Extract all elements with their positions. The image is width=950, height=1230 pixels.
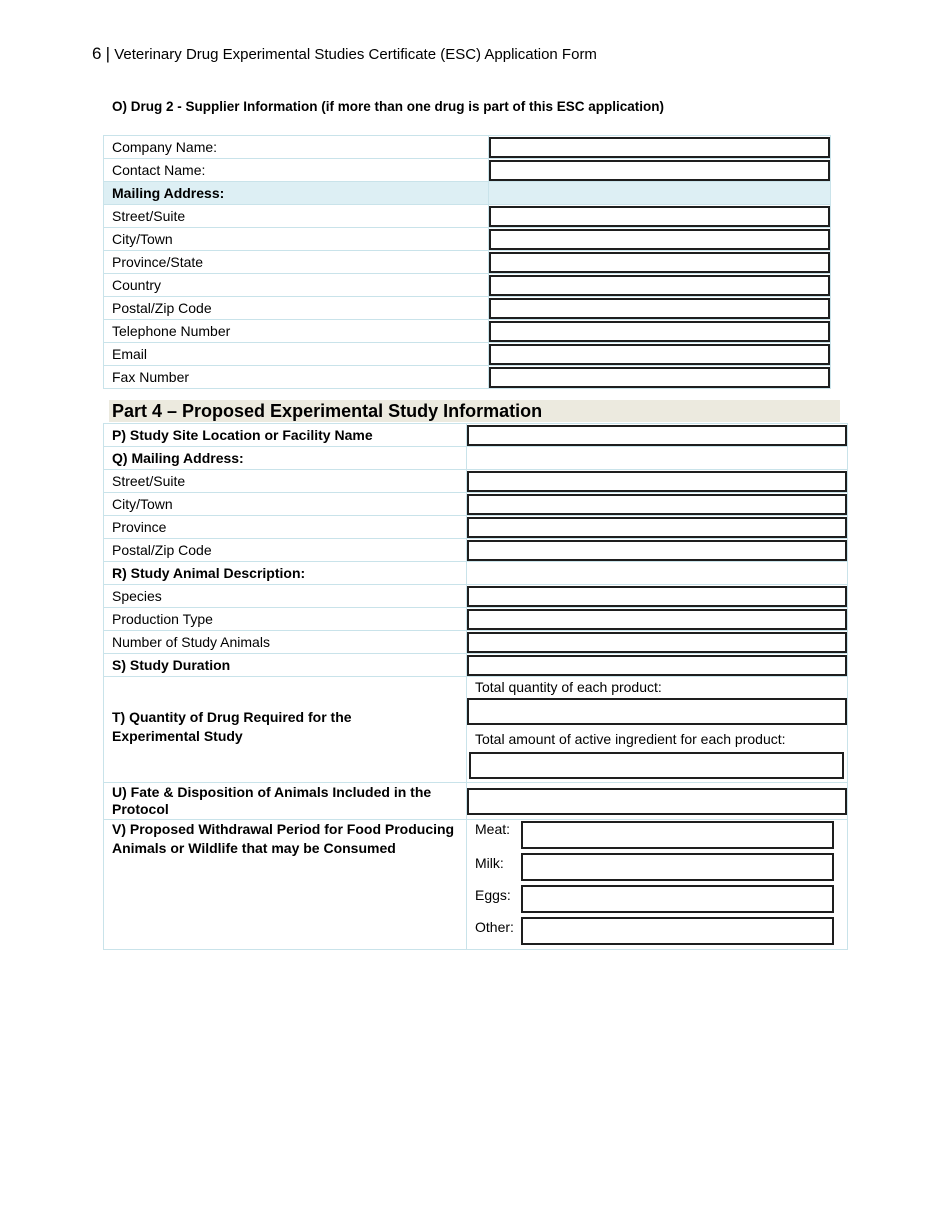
study-site-field[interactable] <box>467 425 847 446</box>
header-separator: | <box>105 44 111 63</box>
study-postal-code-label: Postal/Zip Code <box>104 539 467 562</box>
table-row <box>104 539 848 562</box>
telephone-label: Telephone Number <box>104 320 489 343</box>
street-field[interactable] <box>489 206 830 227</box>
table-row <box>104 424 848 447</box>
table-row <box>104 251 831 274</box>
eggs-field[interactable] <box>521 885 834 913</box>
study-postal-code-field[interactable] <box>467 540 847 561</box>
animal-description-empty-cell <box>467 562 848 585</box>
fate-disposition-label: U) Fate & Disposition of Animals Included in the Protocol <box>112 784 432 817</box>
total-quantity-field[interactable] <box>467 698 847 725</box>
species-field[interactable] <box>467 586 847 607</box>
fate-disposition-field[interactable] <box>467 788 847 815</box>
table-row <box>104 470 848 493</box>
table-row <box>104 182 831 205</box>
table-row <box>104 677 848 783</box>
table-row <box>104 783 848 820</box>
table-row <box>104 493 848 516</box>
study-street-label: Street/Suite <box>104 470 467 493</box>
city-label: City/Town <box>104 228 489 251</box>
study-city-field[interactable] <box>467 494 847 515</box>
postal-code-label: Postal/Zip Code <box>104 297 489 320</box>
table-row <box>104 820 848 950</box>
other-label: Other: <box>475 919 514 935</box>
page-header <box>92 44 597 64</box>
production-type-field[interactable] <box>467 609 847 630</box>
number-of-animals-label: Number of Study Animals <box>104 631 467 654</box>
animal-description-heading: R) Study Animal Description: <box>104 562 467 585</box>
milk-label: Milk: <box>475 855 504 871</box>
table-row <box>104 447 848 470</box>
study-city-label: City/Town <box>104 493 467 516</box>
province-state-field[interactable] <box>489 252 830 273</box>
supplier-info-table <box>103 135 831 389</box>
table-row <box>104 343 831 366</box>
eggs-label: Eggs: <box>475 887 511 903</box>
postal-code-field[interactable] <box>489 298 830 319</box>
contact-name-field[interactable] <box>489 160 830 181</box>
study-duration-label: S) Study Duration <box>104 654 467 677</box>
drug-quantity-label: T) Quantity of Drug Required for the Experimental Study <box>112 708 352 744</box>
mailing-address-heading: Mailing Address: <box>104 182 489 205</box>
total-amount-field[interactable] <box>469 752 844 779</box>
table-row <box>104 608 848 631</box>
company-name-field[interactable] <box>489 137 830 158</box>
total-amount-label: Total amount of active ingredient for each product: <box>475 731 786 747</box>
contact-name-label: Contact Name: <box>104 159 489 182</box>
milk-field[interactable] <box>521 853 834 881</box>
study-site-label: P) Study Site Location or Facility Name <box>104 424 467 447</box>
table-row <box>104 136 831 159</box>
document-title: Veterinary Drug Experimental Studies Certificate (ESC) Application Form <box>114 46 597 63</box>
table-row <box>104 366 831 389</box>
table-row <box>104 585 848 608</box>
email-label: Email <box>104 343 489 366</box>
street-label: Street/Suite <box>104 205 489 228</box>
table-row <box>104 516 848 539</box>
email-field[interactable] <box>489 344 830 365</box>
study-province-label: Province <box>104 516 467 539</box>
table-row <box>104 562 848 585</box>
fax-field[interactable] <box>489 367 830 388</box>
table-row <box>104 320 831 343</box>
country-label: Country <box>104 274 489 297</box>
table-row <box>104 654 848 677</box>
telephone-field[interactable] <box>489 321 830 342</box>
company-name-label: Company Name: <box>104 136 489 159</box>
table-row <box>104 159 831 182</box>
meat-label: Meat: <box>475 821 511 837</box>
total-quantity-label: Total quantity of each product: <box>475 679 662 695</box>
table-row <box>104 274 831 297</box>
part4-heading: Part 4 – Proposed Experimental Study Information <box>109 400 840 422</box>
study-duration-field[interactable] <box>467 655 847 676</box>
study-info-table <box>103 423 848 950</box>
species-label: Species <box>104 585 467 608</box>
mailing-address-empty-cell <box>489 182 831 205</box>
province-state-label: Province/State <box>104 251 489 274</box>
meat-field[interactable] <box>521 821 834 849</box>
country-field[interactable] <box>489 275 830 296</box>
production-type-label: Production Type <box>104 608 467 631</box>
other-field[interactable] <box>521 917 834 945</box>
study-mailing-address-heading: Q) Mailing Address: <box>104 447 467 470</box>
study-street-field[interactable] <box>467 471 847 492</box>
study-province-field[interactable] <box>467 517 847 538</box>
section-o-title: O) Drug 2 - Supplier Information (if more than one drug is part of this ESC application) <box>112 99 665 114</box>
study-mailing-address-empty-cell <box>467 447 848 470</box>
page-number: 6 <box>92 44 102 63</box>
number-of-animals-field[interactable] <box>467 632 847 653</box>
table-row <box>104 631 848 654</box>
withdrawal-period-label: V) Proposed Withdrawal Period for Food Producing Animals or Wildlife that may be Consumed <box>112 821 455 856</box>
city-field[interactable] <box>489 229 830 250</box>
table-row <box>104 228 831 251</box>
fax-label: Fax Number <box>104 366 489 389</box>
table-row <box>104 205 831 228</box>
table-row <box>104 297 831 320</box>
